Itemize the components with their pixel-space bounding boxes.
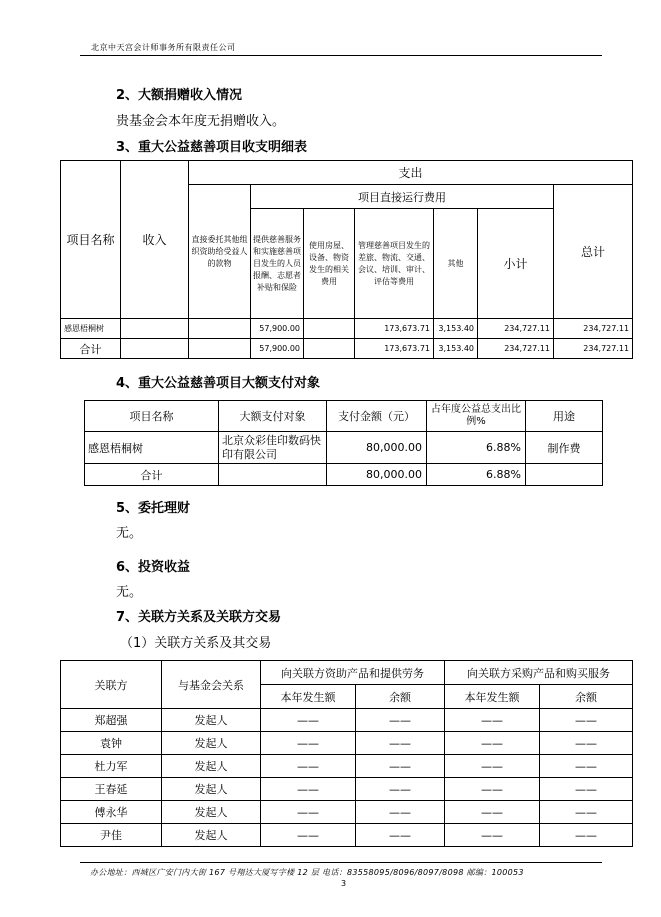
cell-b1: —— [356,801,445,824]
section-6-title: 6、投资收益 [116,560,191,575]
cell-a1: —— [261,778,356,801]
th-amount-1: 本年发生额 [261,685,356,709]
page-number: 3 [341,879,347,888]
cell-a2: —— [445,801,540,824]
th-entrust: 直接委托其他组织资助给受益人的款物 [189,185,251,319]
cell-service: 57,900.00 [251,339,304,359]
th-relation: 与基金会关系 [162,661,261,709]
cell-b2: —— [540,732,633,755]
cell-a1: —— [261,709,356,732]
cell-relation: 发起人 [162,778,261,801]
table-row [61,755,633,778]
cell-use [526,464,603,486]
cell-b2: —— [540,778,633,801]
cell-a2: —— [445,732,540,755]
cell-a1: —— [261,755,356,778]
cell-b1: —— [356,709,445,732]
section-7-title: 7、关联方关系及关联方交易 [116,610,282,625]
th-manage: 管理慈善项目发生的差旅、物流、交通、会议、培训、审计、评估等费用 [355,209,434,319]
cell-b2: —— [540,709,633,732]
charity-project-table [60,160,633,359]
cell-party: 郑超强 [61,709,162,732]
th-total: 总计 [554,185,633,319]
cell-a1: —— [261,732,356,755]
th-income: 收入 [121,161,189,319]
cell-entrust [189,319,251,339]
th-ratio: 占年度公益总支出比例% [427,401,526,432]
cell-income [121,339,189,359]
payment-object-table [84,400,603,486]
cell-name: 合计 [85,464,219,486]
section-4-title: 4、重大公益慈善项目大额支付对象 [116,376,321,391]
cell-total: 234,727.11 [554,339,633,359]
cell-name: 合计 [61,339,121,359]
cell-house [304,319,355,339]
th-other: 其他 [434,209,478,319]
cell-amount: 80,000.00 [327,464,427,486]
cell-use: 制作费 [526,432,603,464]
cell-service: 57,900.00 [251,319,304,339]
th-house: 使用房屋、设备、物资发生的相关费用 [304,209,355,319]
section-6-text: 无。 [116,585,143,600]
cell-house [304,339,355,359]
cell-a1: —— [261,824,356,847]
firm-header: 北京中天宫会计师事务所有限责任公司 [91,43,236,52]
related-party-table [60,660,633,847]
th-subtotal: 小计 [478,209,554,319]
th-provide: 向关联方资助产品和提供劳务 [261,661,445,685]
th-balance-1: 余额 [356,685,445,709]
cell-relation: 发起人 [162,732,261,755]
cell-entrust [189,339,251,359]
th-direct: 项目直接运行费用 [251,185,554,209]
table-row [61,709,633,732]
section-2-text: 贵基金会本年度无捐赠收入。 [116,114,286,129]
cell-b1: —— [356,778,445,801]
cell-a2: —— [445,778,540,801]
cell-name: 感恩梧桐树 [61,319,121,339]
th-amount: 支付金额（元） [327,401,427,432]
cell-subtotal: 234,727.11 [478,319,554,339]
th-project: 项目名称 [61,161,121,319]
th-project: 项目名称 [85,401,219,432]
cell-a2: —— [445,824,540,847]
table-row [61,778,633,801]
cell-b1: —— [356,824,445,847]
th-party: 关联方 [61,661,162,709]
th-amount-2: 本年发生额 [445,685,540,709]
cell-party: 袁钟 [61,732,162,755]
cell-b2: —— [540,755,633,778]
cell-amount: 80,000.00 [327,432,427,464]
cell-total: 234,727.11 [554,319,633,339]
cell-ratio: 6.88% [427,432,526,464]
th-use: 用途 [526,401,603,432]
cell-a2: —— [445,709,540,732]
cell-object [219,464,327,486]
section-7-subtitle: （1）关联方关系及其交易 [120,636,272,651]
table-row [85,464,603,486]
table-row [61,801,633,824]
cell-b2: —— [540,801,633,824]
section-3-title: 3、重大公益慈善项目收支明细表 [116,140,308,155]
cell-b2: —— [540,824,633,847]
section-5-title: 5、委托理财 [116,501,191,516]
table-row [61,732,633,755]
cell-other: 3,153.40 [434,319,478,339]
th-balance-2: 余额 [540,685,633,709]
cell-ratio: 6.88% [427,464,526,486]
th-expense: 支出 [189,161,633,185]
cell-a2: —— [445,755,540,778]
cell-income [121,319,189,339]
cell-object: 北京众彩佳印数码快印有限公司 [219,432,327,464]
cell-party: 王春延 [61,778,162,801]
cell-party: 尹佳 [61,824,162,847]
section-2-title: 2、大额捐赠收入情况 [116,88,243,103]
table-row [85,432,603,464]
footer-rule [80,862,602,863]
table-row [61,339,633,359]
footer-address: 办公地址：西城区广安门内大街 167 号翔达大厦写字楼 12 层 电话：83558095/8096/8097/8098 邮编：100053 [90,868,524,877]
header-rule [80,55,602,56]
cell-name: 感恩梧桐树 [85,432,219,464]
th-service: 提供慈善服务和实施慈善项目发生的人员报酬、志愿者补贴和保险 [251,209,304,319]
cell-party: 傅永华 [61,801,162,824]
cell-a1: —— [261,801,356,824]
th-object: 大额支付对象 [219,401,327,432]
cell-manage: 173,673.71 [355,319,434,339]
cell-b1: —— [356,755,445,778]
section-5-text: 无。 [116,526,143,541]
cell-party: 杜力军 [61,755,162,778]
cell-manage: 173,673.71 [355,339,434,359]
cell-relation: 发起人 [162,709,261,732]
cell-relation: 发起人 [162,755,261,778]
cell-relation: 发起人 [162,801,261,824]
table-row [61,824,633,847]
cell-relation: 发起人 [162,824,261,847]
cell-b1: —— [356,732,445,755]
table-row [61,319,633,339]
th-purchase: 向关联方采购产品和购买服务 [445,661,633,685]
cell-other: 3,153.40 [434,339,478,359]
cell-subtotal: 234,727.11 [478,339,554,359]
